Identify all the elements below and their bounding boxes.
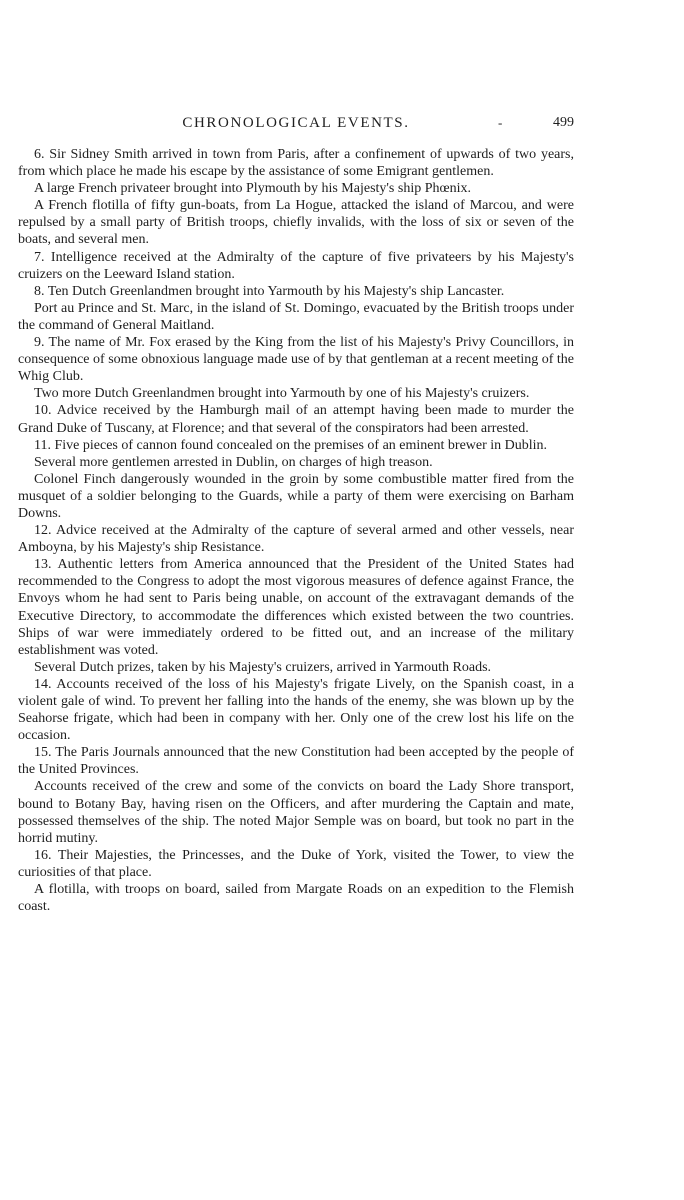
paragraph: 16. Their Majesties, the Princesses, and the Duke of York, visited the Tower, to view the curiosities of that place.: [18, 847, 574, 880]
paragraph: Two more Dutch Greenlandmen brought into Yarmouth by one of his Majesty's cruizers.: [34, 386, 530, 402]
running-head: [18, 112, 574, 134]
paragraph: Port au Prince and St. Marc, in the island of St. Domingo, evacuated by the British troops under the command of General Maitland.: [18, 300, 574, 333]
paragraph: 8. Ten Dutch Greenlandmen brought into Yarmouth by his Majesty's ship Lancaster.: [34, 283, 505, 299]
running-head-mark: -: [498, 115, 503, 130]
paragraph: Several Dutch prizes, taken by his Majesty's cruizers, arrived in Yarmouth Roads.: [34, 659, 492, 675]
paragraph: 14. Accounts received of the loss of his Majesty's frigate Lively, on the Spanish coast, in a violent gale of wind. To prevent her falling into the hands of the enemy, she was blown up by the Seahorse frigate, which had been in company with her. Only one of the crew lost his life on the occasion.: [18, 676, 574, 744]
paragraph: 9. The name of Mr. Fox erased by the King from the list of his Majesty's Privy Councillors, in consequence of some obnoxious language made use of by that gentleman at a recent meeting of the Whig Club.: [18, 335, 574, 385]
paragraph: A French flotilla of fifty gun-boats, from La Hogue, attacked the island of Marcou, and were repulsed by a small party of British troops, chiefly invalids, with the loss of six or seven of the boats, and several men.: [18, 198, 574, 248]
paragraph: Several more gentlemen arrested in Dublin, on charges of high treason.: [34, 454, 433, 470]
paragraph: A flotilla, with troops on board, sailed from Margate Roads on an expedition to the Flemish coast.: [18, 882, 574, 915]
page-number: 499: [553, 115, 574, 130]
running-title: CHRONOLOGICAL EVENTS.: [182, 115, 410, 131]
paragraph: Colonel Finch dangerously wounded in the groin by some combustible matter fired from the musquet of a soldier belonging to the Guards, while a party of them were exercising on Barham Downs.: [18, 471, 574, 521]
paragraph: 10. Advice received by the Hamburgh mail of an attempt having been made to murder the Grand Duke of Tuscany, at Florence; and that several of the conspirators had been arrested.: [18, 403, 574, 436]
body-text: [18, 146, 574, 915]
paragraph: 12. Advice received at the Admiralty of the capture of several armed and other vessels, near Amboyna, by his Majesty's ship Resistance.: [18, 523, 574, 556]
paragraph: Accounts received of the crew and some of the convicts on board the Lady Shore transport, bound to Botany Bay, having risen on the Officers, and after murdering the Captain and mate, possessed themselves of the ship. The noted Major Semple was on board, but took no part in the horrid mutiny.: [18, 779, 574, 846]
paragraph: 13. Authentic letters from America announced that the President of the United States had recommended to the Congress to adopt the most vigorous measures of defence against France, the Envoys whom he had sent to Paris being unable, on account of the extravagant demands of the Executive Directory, to accommodate the differences which existed between the two countries. Ships of war were immediately ordered to be fitted out, and an increase of the military establishment was voted.: [18, 557, 574, 658]
paragraph: 7. Intelligence received at the Admiralty of the capture of five privateers by his Majesty's cruizers on the Leeward Island station.: [18, 249, 574, 282]
paragraph: 15. The Paris Journals announced that the new Constitution had been accepted by the people of the United Provinces.: [18, 745, 574, 778]
paragraph: A large French privateer brought into Plymouth by his Majesty's ship Phœnix.: [34, 181, 472, 197]
paragraph: 11. Five pieces of cannon found concealed on the premises of an eminent brewer in Dublin.: [34, 437, 548, 453]
paragraph: 6. Sir Sidney Smith arrived in town from Paris, after a confinement of upwards of two years, from which place he made his escape by the assistance of some Emigrant gentlemen.: [18, 147, 574, 180]
